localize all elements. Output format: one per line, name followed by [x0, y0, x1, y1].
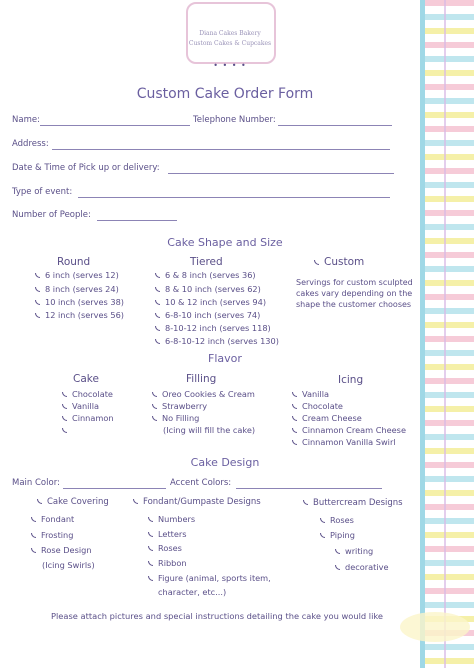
option-label: Numbers — [158, 514, 196, 524]
round-option[interactable] — [35, 310, 124, 320]
cake-option[interactable] — [62, 413, 114, 423]
fondant-option[interactable] — [148, 573, 271, 583]
option-label: 12 inch (serves 56) — [45, 310, 125, 320]
checkbox-icon — [31, 548, 36, 553]
checkbox-icon — [148, 532, 153, 537]
logo-dots: • • • • — [213, 61, 247, 70]
round-option[interactable] — [35, 297, 124, 307]
checkbox-icon — [292, 428, 297, 433]
covering-option[interactable] — [31, 545, 92, 555]
checkbox-icon — [35, 273, 40, 278]
decorative-stripe — [423, 0, 474, 668]
checkbox-icon — [152, 404, 157, 409]
option-label: 6 inch (serves 12) — [45, 270, 119, 280]
checkbox-icon — [62, 428, 67, 433]
date-time-label: Date & Time of Pick up or delivery: — [12, 163, 160, 173]
checkbox-icon — [35, 300, 40, 305]
telephone-field[interactable] — [278, 125, 392, 126]
option-label: 6-8-10-12 inch (serves 130) — [165, 336, 279, 346]
address-label: Address: — [12, 139, 49, 149]
option-label: Oreo Cookies & Cream — [162, 389, 255, 399]
checkbox-icon — [37, 499, 42, 504]
checkbox-icon — [35, 313, 40, 318]
fondant-option[interactable] — [148, 529, 187, 539]
fondant-option[interactable] — [148, 514, 195, 524]
checkbox-icon — [148, 576, 153, 581]
icing-option[interactable] — [292, 401, 343, 411]
icing-option[interactable] — [292, 389, 329, 399]
checkbox-icon — [148, 561, 153, 566]
option-label: Chocolate — [72, 389, 113, 399]
checkbox-icon — [292, 440, 297, 445]
custom-heading[interactable] — [326, 256, 366, 268]
option-label: Strawberry — [162, 401, 208, 411]
date-time-field[interactable] — [168, 173, 394, 174]
tiered-option[interactable] — [155, 323, 271, 333]
stripe-line — [444, 0, 446, 668]
option-label: 8 inch (serves 24) — [45, 284, 119, 294]
logo-line-2: Custom Cakes & Cupcakes — [188, 40, 272, 47]
accent-colors-field[interactable] — [236, 488, 382, 489]
filling-option[interactable] — [152, 389, 255, 399]
footer-note: Please attach pictures and special instructions detailing the cake you would like — [50, 611, 384, 621]
checkbox-icon — [155, 326, 160, 331]
checkbox-icon — [314, 260, 319, 265]
checkbox-icon — [335, 565, 340, 570]
accent-colors-label: Accent Colors: — [170, 478, 232, 488]
checkbox-icon — [292, 416, 297, 421]
logo-line-1: Diana Cakes Bakery — [199, 30, 261, 37]
cake-option[interactable] — [62, 389, 113, 399]
round-option[interactable] — [35, 284, 119, 294]
checkbox-icon — [303, 500, 308, 505]
buttercream-heading[interactable] — [303, 498, 403, 508]
round-option[interactable] — [35, 270, 119, 280]
option-label: Roses — [330, 515, 354, 525]
covering-option[interactable] — [31, 530, 73, 540]
checkbox-icon — [320, 518, 325, 523]
fondant-option-continued: character, etc...) — [158, 587, 227, 597]
checkbox-icon — [320, 533, 325, 538]
option-label: Rose Design — [41, 545, 92, 555]
filling-note: (Icing will fill the cake) — [163, 425, 256, 435]
checkbox-icon — [152, 416, 157, 421]
name-field[interactable] — [40, 125, 190, 126]
cake-option[interactable] — [62, 401, 99, 411]
tiered-option[interactable] — [155, 336, 279, 346]
icing-option[interactable] — [292, 437, 396, 447]
main-color-field[interactable] — [63, 488, 166, 489]
tiered-option[interactable] — [155, 297, 266, 307]
checkbox-icon — [155, 339, 160, 344]
design-heading: Cake Design — [190, 456, 260, 469]
checkbox-icon — [155, 300, 160, 305]
option-label: 10 & 12 inch (serves 94) — [165, 297, 267, 307]
option-label: Vanilla — [302, 389, 330, 399]
checkbox-icon — [148, 517, 153, 522]
option-label: Fondant/Gumpaste Designs — [143, 497, 261, 507]
fondant-designs-heading[interactable] — [133, 497, 261, 507]
checkbox-icon — [62, 416, 67, 421]
main-color-label: Main Color: — [12, 478, 60, 488]
checkbox-icon — [155, 313, 160, 318]
option-label: Cream Cheese — [302, 413, 362, 423]
cake-covering-heading[interactable] — [37, 497, 109, 507]
fondant-option[interactable] — [148, 558, 187, 568]
option-label: Cinnamon Cream Cheese — [302, 425, 406, 435]
address-field[interactable] — [52, 149, 390, 150]
form-title: Custom Cake Order Form — [136, 86, 314, 102]
option-label: Roses — [158, 543, 182, 553]
telephone-label: Telephone Number: — [193, 115, 276, 125]
icing-option[interactable] — [292, 425, 406, 435]
checkbox-icon — [155, 273, 160, 278]
filling-heading: Filling — [186, 373, 217, 385]
shape-size-heading: Cake Shape and Size — [167, 236, 283, 249]
tiered-heading: Tiered — [190, 256, 223, 268]
checkbox-icon — [152, 392, 157, 397]
piping-option[interactable] — [335, 546, 373, 556]
name-label: Name: — [12, 115, 40, 125]
option-label: Letters — [158, 529, 187, 539]
tiered-option[interactable] — [155, 284, 261, 294]
icing-heading: Icing — [338, 374, 364, 386]
option-label: Fondant — [41, 514, 75, 524]
option-label: 6-8-10 inch (serves 74) — [165, 310, 261, 320]
option-label: Cinnamon Vanilla Swirl — [302, 437, 396, 447]
checkbox-icon — [62, 392, 67, 397]
round-heading: Round — [57, 256, 91, 268]
checkbox-icon — [31, 517, 36, 522]
buttercream-option[interactable] — [320, 530, 355, 540]
flavor-heading: Flavor — [208, 352, 242, 365]
option-label: Cake Covering — [47, 497, 109, 507]
option-label: decorative — [345, 562, 389, 572]
filling-option[interactable] — [152, 413, 199, 423]
event-field[interactable] — [78, 197, 390, 198]
checkbox-icon — [35, 287, 40, 292]
covering-option[interactable] — [31, 514, 74, 524]
checkbox-icon — [292, 404, 297, 409]
cake-option[interactable] — [62, 425, 72, 435]
cake-heading: Cake — [73, 373, 99, 385]
option-label: Figure (animal, sports item, — [158, 573, 271, 583]
bakery-logo — [176, 0, 284, 78]
buttercream-option[interactable] — [320, 515, 354, 525]
piping-option[interactable] — [335, 562, 389, 572]
option-label: Frosting — [41, 530, 74, 540]
option-label: Piping — [330, 530, 355, 540]
option-label: 10 inch (serves 38) — [45, 297, 125, 307]
option-label: writing — [345, 546, 374, 556]
tiered-option[interactable] — [155, 270, 256, 280]
icing-option[interactable] — [292, 413, 362, 423]
option-label: No Filling — [162, 413, 200, 423]
checkbox-icon — [31, 533, 36, 538]
people-field[interactable] — [97, 220, 177, 221]
option-label: Chocolate — [302, 401, 343, 411]
stripe-border — [420, 0, 425, 668]
people-label: Number of People: — [12, 210, 91, 220]
option-label: Vanilla — [72, 401, 100, 411]
checkbox-icon — [335, 549, 340, 554]
covering-note: (Icing Swirls) — [42, 560, 95, 570]
checkbox-icon — [62, 404, 67, 409]
tiered-option[interactable] — [155, 310, 260, 320]
option-label: 6 & 8 inch (serves 36) — [165, 270, 256, 280]
custom-label: Custom — [324, 256, 365, 268]
option-label: Buttercream Designs — [313, 498, 403, 508]
checkbox-icon — [292, 392, 297, 397]
fondant-option[interactable] — [148, 543, 182, 553]
checkbox-icon — [133, 499, 138, 504]
option-label: 8 & 10 inch (serves 62) — [165, 284, 261, 294]
custom-note: Servings for custom sculpted cakes vary depending on the shape the customer chooses — [296, 278, 413, 309]
option-label: 8-10-12 inch (serves 118) — [165, 323, 271, 333]
option-label: Cinnamon — [72, 413, 114, 423]
checkbox-icon — [155, 287, 160, 292]
checkbox-icon — [148, 546, 153, 551]
filling-option[interactable] — [152, 401, 207, 411]
event-label: Type of event: — [12, 187, 73, 197]
option-label: Ribbon — [158, 558, 187, 568]
